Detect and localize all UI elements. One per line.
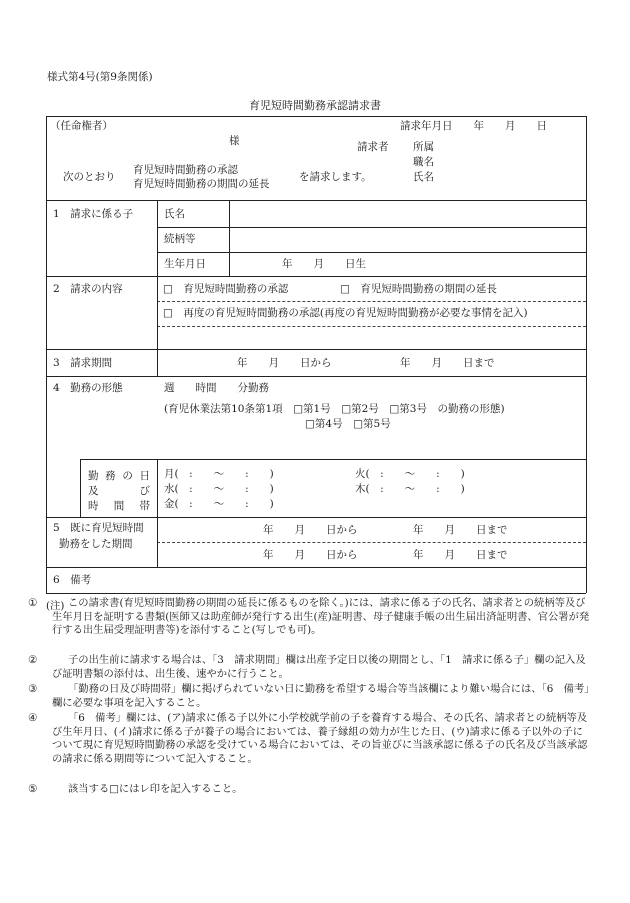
row-divider bbox=[80, 459, 586, 460]
notes-head: (注) bbox=[46, 600, 65, 612]
intro-text: 次のとおり bbox=[63, 171, 116, 183]
period-from: 年 月 日から bbox=[237, 357, 332, 369]
check-approval[interactable]: □ 育児短時間勤務の承認 bbox=[163, 283, 289, 295]
check-reapproval[interactable]: □ 再度の育児短時間勤務の承認(再度の育児短時間勤務が必要な事情を記入) bbox=[163, 307, 528, 319]
past-period-2-to: 年 月 日まで bbox=[413, 549, 508, 561]
request-suffix: を請求します。 bbox=[299, 171, 372, 183]
schedule-monday: 月( : 〜 : ) bbox=[164, 468, 274, 480]
past-period-1-from: 年 月 日から bbox=[263, 524, 358, 536]
schedule-thursday: 木( : 〜 : ) bbox=[355, 483, 465, 495]
row-divider bbox=[46, 517, 586, 518]
row-divider bbox=[46, 567, 586, 568]
dashed-divider bbox=[157, 542, 586, 543]
row-divider bbox=[46, 349, 586, 350]
note-3: ③ 「勤務の日及び時間帯」欄に掲げられていない日に勤務を希望する場合等当該欄により難い場合には、「6 備考」欄に必要な事項を記入すること。 bbox=[28, 683, 590, 709]
sama-label: 様 bbox=[229, 135, 240, 147]
sec5-label-line1: 5 既に育児短時間 bbox=[53, 522, 144, 534]
past-period-2-from: 年 月 日から bbox=[263, 549, 358, 561]
days-label-line2: 及 び bbox=[88, 485, 150, 497]
column-divider bbox=[229, 200, 230, 276]
column-divider bbox=[157, 517, 158, 567]
note-4: ④ 「6 備考」欄には、(ア)請求に係る子以外に小学校就学前の子を養育する場合、その氏名、請求者との続柄等及び生年月日、(イ)請求に係る子が養子の場合においては、養子縁組の効力が生じた日、(ウ)請求に係る子以外の子について現に育児短時間勤務の承認を受けている場合においては、その旨並びに当該承認に係る子の氏名及び当該承認の請求に係る期間等について記入すること。 bbox=[28, 712, 588, 765]
option-extension: 育児短時間勤務の期間の延長 bbox=[133, 178, 270, 190]
row-divider bbox=[157, 227, 586, 228]
law-text-line2: □第4号 □第5号 bbox=[305, 418, 391, 430]
law-text-line1: (育児休業法第10条第1項 □第1号 □第2号 □第3号 の勤務の形態) bbox=[164, 403, 505, 415]
column-divider bbox=[80, 459, 81, 517]
child-name-label: 氏名 bbox=[164, 208, 185, 220]
sec1-label: 1 請求に係る子 bbox=[53, 208, 134, 220]
period-to: 年 月 日まで bbox=[400, 357, 495, 369]
past-period-1-to: 年 月 日まで bbox=[413, 524, 508, 536]
sec2-label: 2 請求の内容 bbox=[53, 283, 123, 295]
appointer-label: （任命権者） bbox=[50, 120, 113, 132]
sec4-label: 4 勤務の形態 bbox=[53, 382, 123, 394]
table-border-right bbox=[586, 116, 587, 593]
row-divider bbox=[46, 200, 586, 201]
requester-label: 請求者 bbox=[357, 141, 389, 153]
form-title: 育児短時間勤務承認請求書 bbox=[249, 99, 381, 112]
relation-label: 続柄等 bbox=[164, 233, 196, 245]
name-label: 氏名 bbox=[413, 171, 434, 183]
dashed-divider bbox=[157, 326, 586, 327]
dashed-divider bbox=[157, 301, 586, 302]
note-2: ② 子の出生前に請求する場合は、「3 請求期間」欄は出産予定日以後の期間とし、「1 請求に係る子」欄の記入及び証明書類の添付は、出生後、速やかに行うこと。 bbox=[28, 654, 586, 680]
schedule-tuesday: 火( : 〜 : ) bbox=[355, 468, 465, 480]
birth-value: 年 月 日生 bbox=[282, 258, 366, 270]
days-label-line1: 勤 務 の 日 bbox=[88, 470, 150, 482]
sec5-label-line2: 勤務をした期間 bbox=[59, 538, 133, 550]
position-label: 職名 bbox=[413, 156, 434, 168]
request-date: 請求年月日 年 月 日 bbox=[400, 120, 547, 132]
table-border-left bbox=[46, 116, 47, 593]
sec6-label: 6 備考 bbox=[53, 574, 92, 586]
weekly-hours: 週 時間 分勤務 bbox=[164, 382, 269, 394]
schedule-friday: 金( : 〜 : ) bbox=[164, 498, 274, 510]
row-divider bbox=[46, 376, 586, 377]
table-border-bottom bbox=[46, 593, 586, 594]
row-divider bbox=[157, 252, 586, 253]
row-divider bbox=[46, 276, 586, 277]
check-extension[interactable]: □ 育児短時間勤務の期間の延長 bbox=[340, 283, 497, 295]
option-approval: 育児短時間勤務の承認 bbox=[133, 164, 238, 176]
days-label-line3: 時 間 帯 bbox=[88, 500, 150, 512]
column-divider bbox=[157, 459, 158, 517]
birth-label: 生年月日 bbox=[164, 258, 206, 270]
note-5: ⑤ 該当する□にはレ印を記入すること。 bbox=[28, 783, 243, 795]
sec3-label: 3 請求期間 bbox=[53, 357, 113, 369]
schedule-wednesday: 水( : 〜 : ) bbox=[164, 483, 274, 495]
table-border-top bbox=[46, 116, 586, 117]
column-divider bbox=[157, 200, 158, 376]
note-1: ① この請求書(育児短時間勤務の期間の延長に係るものを除く。)には、請求に係る子の氏名、請求者との続柄等及び生年月日を証明する書類(医師又は助産師が発行する出生(産)証明書、母子健康手帳の出生届出済証明書、官公署が発行する出生届受理証明書等)を添付すること(写しでも可)。 bbox=[28, 597, 590, 637]
affiliation-label: 所属 bbox=[413, 141, 434, 153]
form-number: 様式第4号(第9条関係) bbox=[47, 71, 153, 83]
